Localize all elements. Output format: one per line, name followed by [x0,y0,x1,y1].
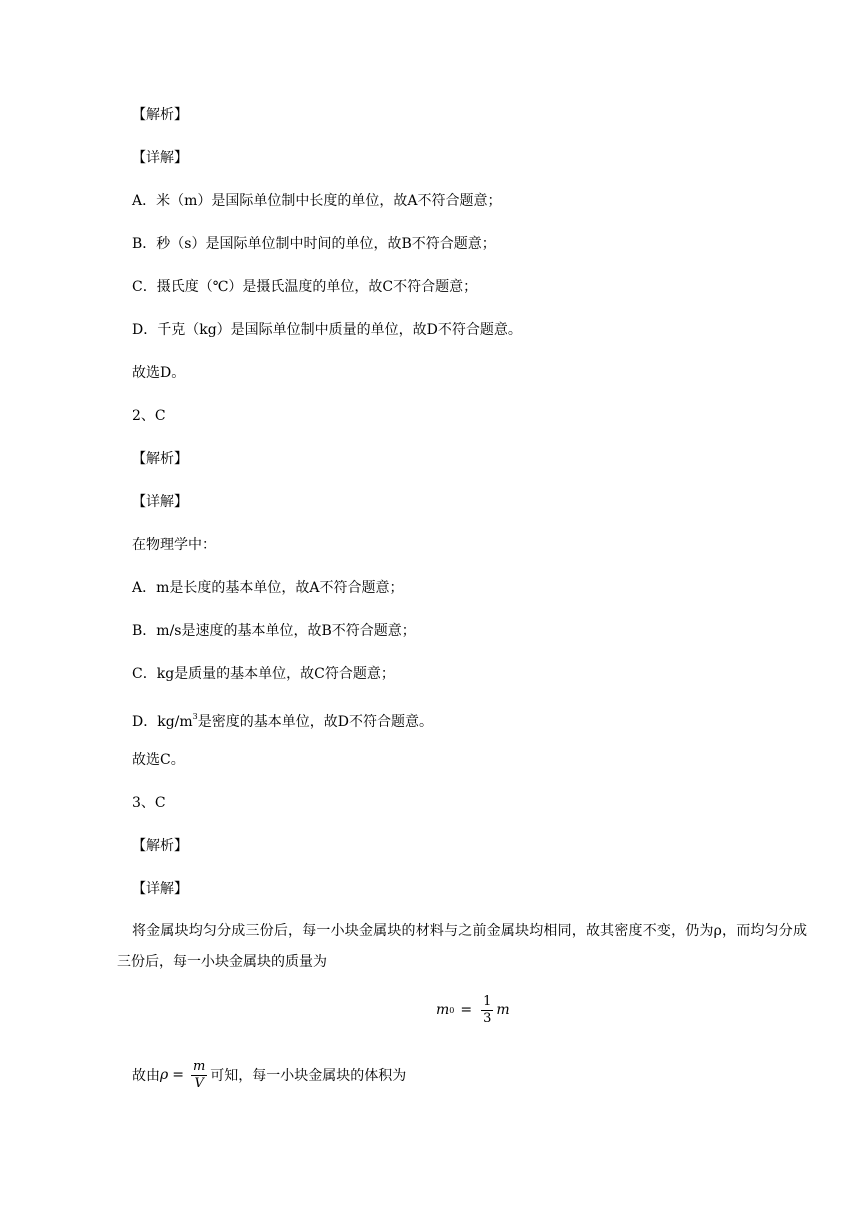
option-d-text: D．千克（kg）是国际单位制中质量的单位，故D不符合题意。 [132,322,522,338]
option-c-text: C．kg是质量的基本单位，故C符合题意； [132,666,395,682]
section-heading-analysis: 【解析】 [132,451,188,467]
explanation-paragraph: 将金属块均匀分成三份后，每一小块金属块的材料与之前金属块均相同，故其密度不变，仍为ρ，而均匀分成三份后，每一小块金属块的质量为 [117,923,807,970]
text-prefix: 故由 [132,1068,160,1084]
section-heading-detail: 【详解】 [132,150,188,166]
question-number: 2、C [132,408,166,424]
option-b-text: B．秒（s）是国际单位制中时间的单位，故B不符合题意； [132,236,496,252]
section-heading-detail: 【详解】 [132,494,188,510]
fraction-numerator: 1 [483,993,492,1009]
text-suffix: 可知，每一小块金属块的体积为 [210,1068,407,1084]
equals-sign: = [172,1067,184,1083]
section-heading-analysis: 【解析】 [132,107,188,123]
density-formula-line [132,1055,406,1095]
option-d-suffix: 是密度的基本单位，故D不符合题意。 [197,714,433,730]
intro-text: 在物理学中： [132,537,216,553]
option-d-prefix: D．kg/m [132,714,193,730]
option-c-text: C．摄氏度（℃）是摄氏温度的单位，故C不符合题意； [132,279,478,295]
equals-sign: = [460,1002,473,1018]
option-a-text: A．m是长度的基本单位，故A不符合题意； [132,580,404,596]
formula-variable: m [436,1002,450,1018]
mass-formula [436,988,510,1032]
fraction-numerator: m [192,1058,206,1074]
fraction-denominator: 3 [483,1010,492,1026]
fraction-denominator: V [194,1075,204,1091]
option-a-text: A．米（m）是国际单位制中长度的单位，故A不符合题意； [132,193,502,209]
option-b-text: B．m/s是速度的基本单位，故B不符合题意； [132,623,416,639]
superscript: 3 [192,712,198,721]
option-d-text [132,707,433,732]
formula-variable: m [496,1002,510,1018]
density-formula [160,1059,210,1092]
answer-line: 故选C。 [132,752,185,768]
fraction [191,1059,207,1092]
section-heading-analysis: 【解析】 [132,838,188,854]
question-number: 3、C [132,795,166,811]
formula-variable: ρ [160,1067,169,1083]
answer-line: 故选D。 [132,365,186,381]
formula-subscript: 0 [449,1005,455,1015]
section-heading-detail: 【详解】 [132,881,188,897]
fraction [481,994,493,1027]
